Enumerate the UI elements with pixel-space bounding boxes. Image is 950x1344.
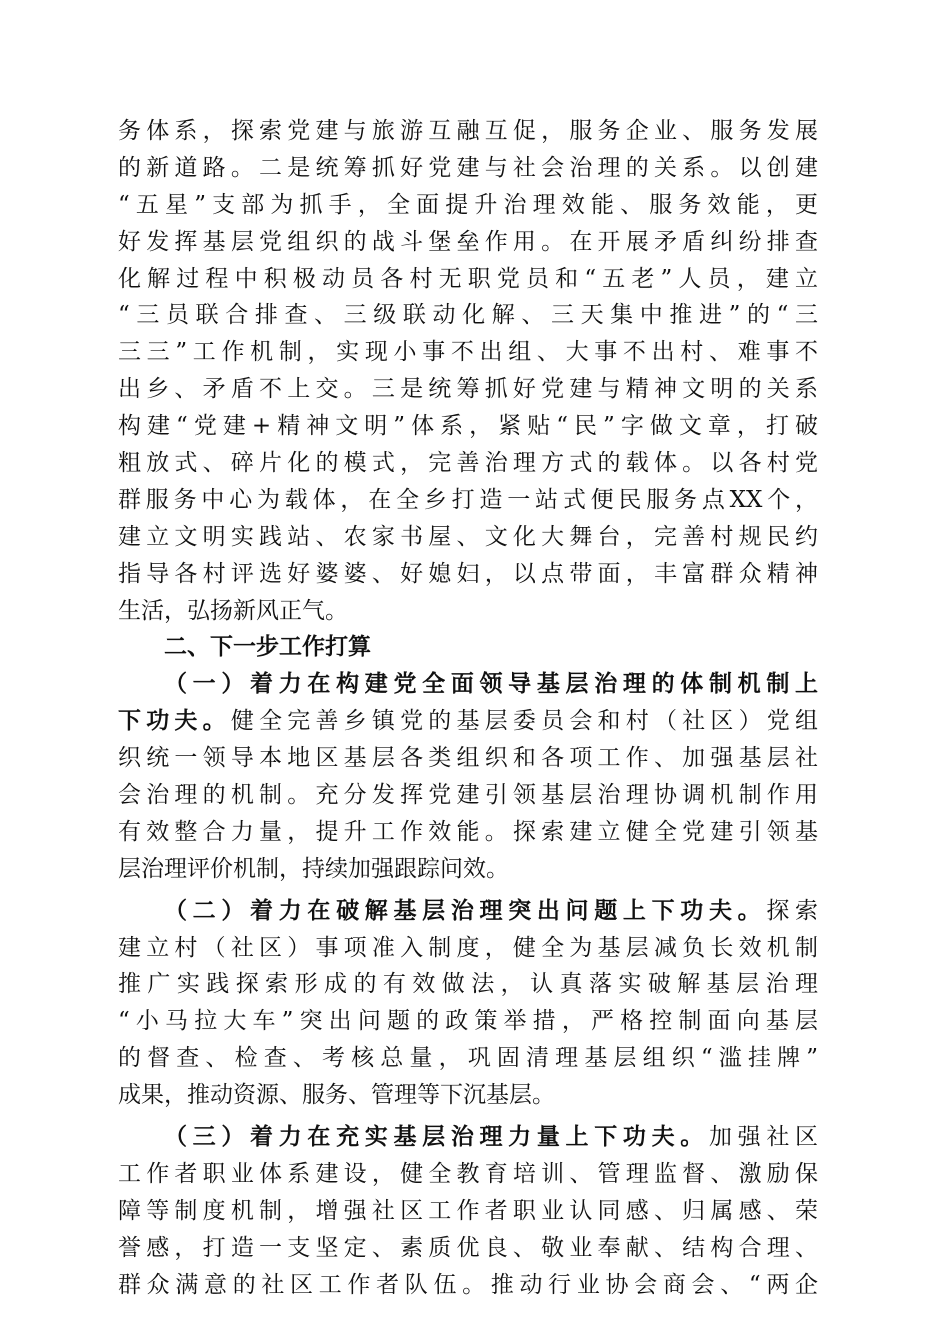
- text-line: 的督查、检查、考核总量，巩固清理基层组织“滥挂牌”: [118, 1045, 818, 1072]
- section-three-lead: （三）着力在充实基层治理力量上下功夫。: [164, 1123, 709, 1151]
- text-line: 务体系，探索党建与旅游互融互促，服务企业、服务发展: [118, 118, 818, 144]
- section-one-text: 健全完善乡镇党的基层委员会和村（社区）党组: [230, 708, 819, 735]
- text-line: 建立文明实践站、农家书屋、文化大舞台，完善村规民约: [118, 523, 818, 550]
- section-two-lead-rest: 探索: [766, 897, 819, 924]
- section-two: [118, 893, 818, 1114]
- text-line: “小马拉大车”突出问题的政策举措，严格控制面向基层: [118, 1008, 818, 1035]
- document-body: [118, 113, 818, 1304]
- text-line: “五星”支部为抓手，全面提升治理效能、服务效能，更: [118, 191, 818, 218]
- text-line: 粗放式、碎片化的模式，完善治理方式的载体。以各村党: [118, 450, 818, 477]
- text-line: [118, 1119, 818, 1156]
- section-three-lead-rest: 加强社区: [708, 1124, 819, 1151]
- section-heading: 二、下一步工作打算: [164, 634, 371, 661]
- text-line: 化解过程中积极动员各村无职党员和“五老”人员，建立: [118, 265, 818, 292]
- section-one-lead: （一）着力在构建党全面领导基层治理的体制机制上: [164, 670, 818, 698]
- text-line: 的新道路。二是统筹抓好党建与社会治理的关系。以创建: [118, 154, 818, 181]
- section-one-lead-end: 下功夫。: [118, 707, 231, 735]
- text-line: “三员联合排查、三级联动化解、三天集中推进”的“三: [118, 302, 818, 329]
- text-line: 织统一领导本地区基层各类组织和各项工作、加强基层社: [118, 745, 818, 772]
- text-line: 出乡、矛盾不上交。三是统筹抓好党建与精神文明的关系: [118, 376, 818, 403]
- text-line: 生活，弘扬新风正气。: [118, 597, 348, 624]
- text-line: 好发挥基层党组织的战斗堡垒作用。在开展矛盾纠纷排查: [118, 228, 818, 255]
- text-line: 构建“党建+精神文明”体系，紧贴“民”字做文章，打破: [118, 413, 818, 440]
- text-line: 会治理的机制。充分发挥党建引领基层治理协调机制作用: [118, 782, 818, 809]
- paragraph-continuation: [118, 113, 818, 629]
- text-line: [118, 893, 818, 930]
- text-line: 指导各村评选好婆婆、好媳妇，以点带面，丰富群众精神: [118, 560, 818, 587]
- text-line: 有效整合力量，提升工作效能。探索建立健全党建引领基: [118, 818, 818, 845]
- text-line: 誉感，打造一支坚定、素质优良、敬业奉献、结构合理、: [118, 1234, 818, 1261]
- text-line: 工作者职业体系建设，健全教育培训、管理监督、激励保: [118, 1160, 818, 1187]
- text-line: 建立村（社区）事项准入制度，健全为基层减负长效机制: [118, 934, 818, 961]
- text-line: [118, 703, 818, 740]
- text-line: 群众满意的社区工作者队伍。推动行业协会商会、“两企: [118, 1271, 818, 1298]
- section-three: [118, 1119, 818, 1303]
- text-line: 成果，推动资源、服务、管理等下沉基层。: [118, 1082, 555, 1109]
- section-one: [118, 666, 818, 887]
- section-two-lead: （二）着力在破解基层治理突出问题上下功夫。: [164, 896, 767, 924]
- text-line: 三三”工作机制，实现小事不出组、大事不出村、难事不: [118, 339, 818, 366]
- text-line: 群服务中心为载体，在全乡打造一站式便民服务点XX个，: [118, 486, 818, 513]
- text-line: 障等制度机制，增强社区工作者职业认同感、归属感、荣: [118, 1197, 818, 1224]
- text-line: 推广实践探索形成的有效做法，认真落实破解基层治理: [118, 971, 818, 998]
- text-line: 层治理评价机制，持续加强跟踪问效。: [118, 855, 509, 882]
